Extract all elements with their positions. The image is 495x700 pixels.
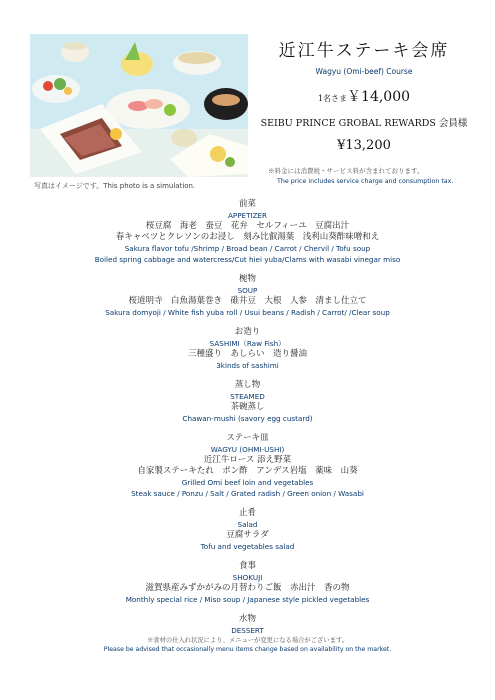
course-item-en: Sakura domyoji / White fish yuba roll / Usui beans / Radish / Carrot/ /Clear soup xyxy=(105,308,390,317)
course-section xyxy=(0,380,495,424)
course-item-jp: 桜道明寺 白魚湯葉巻き 碓井豆 大根 人参 清まし仕立て xyxy=(128,296,367,306)
menu-list xyxy=(0,199,495,645)
member-price: ¥13,200 xyxy=(337,138,391,153)
tax-note-jp: ※料金には消費税・サービス料が含まれております。 xyxy=(268,167,424,175)
member-label: SEIBU PRINCE GROBAL REWARDS 会員様 xyxy=(260,118,468,129)
course-item-en: SASHIMI（Raw Fish） xyxy=(209,339,286,348)
course-subtitle: Wagyu (Omi-beef) Course xyxy=(315,67,413,76)
course-item-en: Tofu and vegetables salad xyxy=(200,542,295,551)
course-title: 近江牛ステーキ会席 xyxy=(278,41,450,61)
price-row xyxy=(258,86,470,106)
course-header xyxy=(258,34,470,153)
footer xyxy=(0,636,495,654)
course-heading: ステーキ皿 xyxy=(226,433,269,443)
course-item-en: Chawan-mushi (savory egg custard) xyxy=(182,414,313,423)
course-section xyxy=(0,327,495,371)
course-item-en: APPETIZER xyxy=(227,211,268,220)
course-item-jp: 豆腐サラダ xyxy=(226,530,269,540)
course-heading: 椀物 xyxy=(238,274,256,284)
course-item-en: Steak sauce / Ponzu / Salt / Grated radish / Green onion / Wasabi xyxy=(131,489,364,498)
course-item-jp: 三種盛り あしらい 造り醤油 xyxy=(187,349,307,359)
course-heading: 水物 xyxy=(238,614,256,624)
food-photo xyxy=(30,34,248,177)
course-item-en: SHOKUJI xyxy=(232,573,263,582)
course-heading: 蒸し物 xyxy=(234,380,261,390)
course-item-en: Boiled spring cabbage and watercress/Cut hiei yuba/Clams with wasabi vinegar miso xyxy=(94,255,401,264)
footer-note-jp: ※食材の仕入れ状況により、メニューが変更になる場合がございます。 xyxy=(147,637,348,644)
course-item-en: Grilled Omi beef loin and vegetables xyxy=(181,478,314,487)
course-item-en: Salad xyxy=(237,520,258,529)
course-heading: 止肴 xyxy=(238,508,256,518)
course-section xyxy=(0,614,495,636)
course-item-en: 3kinds of sashimi xyxy=(216,361,279,370)
course-heading: お造り xyxy=(234,327,261,337)
course-section xyxy=(0,433,495,499)
course-item-jp: 滋賀県産みずかがみの月替わりご飯 赤出汁 香の物 xyxy=(145,583,350,593)
photo-caption: 写真はイメージです。This photo is a simulation. xyxy=(34,182,196,190)
course-item-en: STEAMED xyxy=(230,392,265,401)
course-heading: 食事 xyxy=(238,561,256,571)
price-unit: 1名さま xyxy=(317,94,348,103)
course-item-en: Monthly special rice / Miso soup / Japanese style pickled vegetables xyxy=(125,595,370,604)
course-item-en: SOUP xyxy=(237,286,258,295)
course-section xyxy=(0,274,495,318)
food-illustration xyxy=(30,34,248,177)
course-item-en: DESSERT xyxy=(231,626,264,635)
price-amount: ￥14,000 xyxy=(347,89,411,105)
tax-note-en: The price includes service charge and consumption tax. xyxy=(277,178,454,185)
course-item-en: WAGYU (OHMI-USHI) xyxy=(210,445,285,454)
course-item-jp: 近江牛ロース 添え野菜 xyxy=(203,455,292,465)
course-item-jp: 茶碗蒸し xyxy=(230,402,265,412)
course-item-jp: 春キャベツとクレソンのお浸し 刻み比叡湯葉 浅利山葵酢味噌和え xyxy=(115,232,380,242)
course-item-jp: 桜豆腐 海老 蚕豆 花弁 セルフィーユ 豆腐出汁 xyxy=(145,221,350,231)
course-heading: 前菜 xyxy=(238,199,256,209)
course-section xyxy=(0,199,495,265)
footer-note-en: Please be advised that occasionally menu items change based on availability on the market. xyxy=(103,646,392,653)
course-item-en: Sakura flavor tofu /Shrimp / Broad bean / Carrot / Chervil / Tofu soup xyxy=(124,244,371,253)
course-item-jp: 自家製ステーキたれ ポン酢 アンデス岩塩 薬味 山葵 xyxy=(137,466,358,476)
course-section xyxy=(0,508,495,552)
course-section xyxy=(0,561,495,605)
